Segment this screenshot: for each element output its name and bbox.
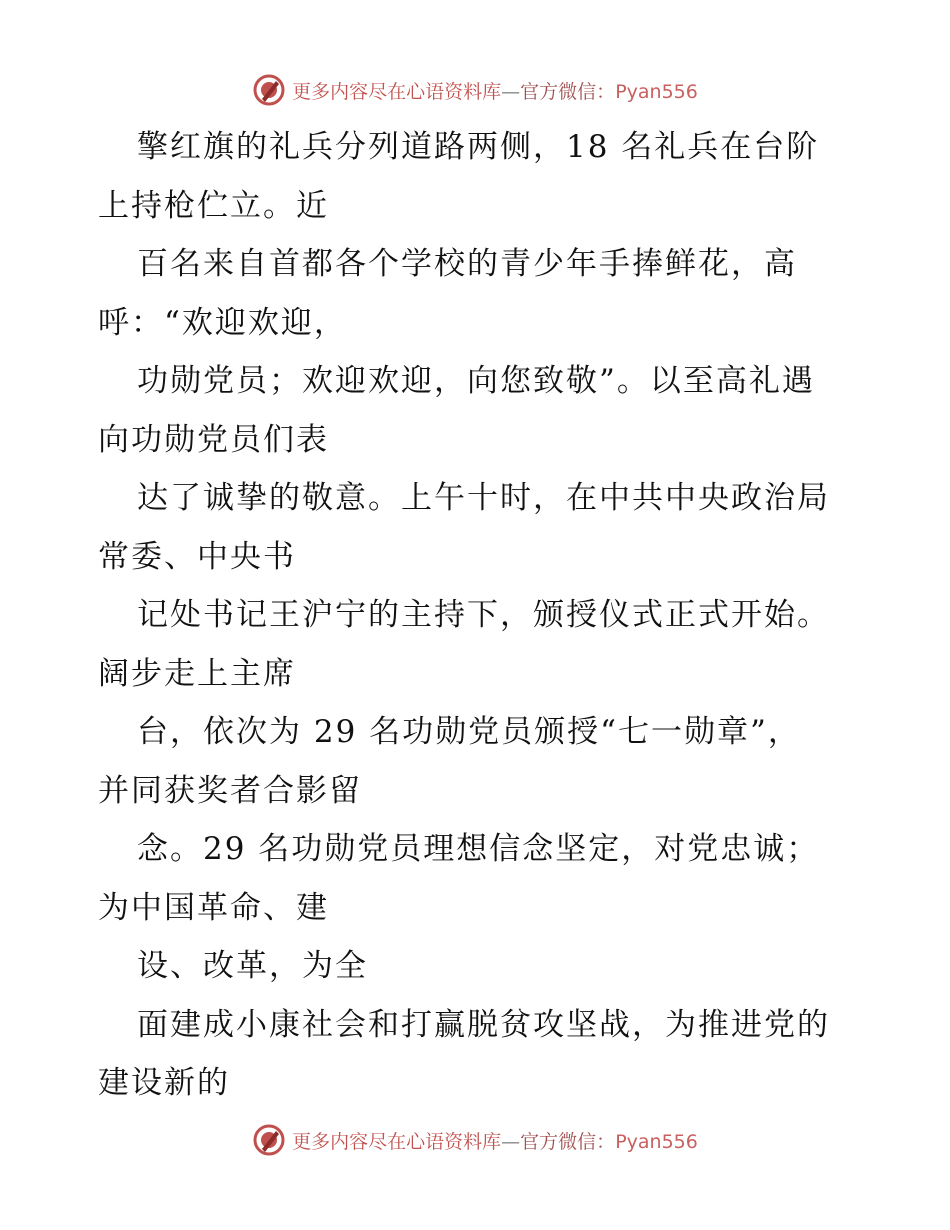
paragraph-line: 向功勋党员们表 xyxy=(98,421,329,458)
footer-separator: — xyxy=(501,1130,521,1153)
paragraph-line: 上持枪伫立。近 xyxy=(98,187,329,224)
paragraph-line: 功勋党员；欢迎欢迎，向您致敬”。以至高礼遇 xyxy=(137,363,815,399)
paragraph-1 xyxy=(98,118,878,235)
header-banner xyxy=(0,70,950,110)
paragraph-line: 设、改革，为全 xyxy=(137,948,368,984)
paragraph-line: 常委、中央书 xyxy=(98,538,296,575)
footer-wechat-label: 官方微信： xyxy=(520,1130,616,1153)
pen-circle-logo-icon xyxy=(252,73,286,107)
paragraph-2 xyxy=(98,235,878,352)
paragraph-line: 面建成小康社会和打赢脱贫攻坚战，为推进党的 xyxy=(137,1006,830,1043)
paragraph-line: 记处书记王沪宁的主持下，颁授仪式正式开始。 xyxy=(137,597,830,633)
footer-wechat-id: Pyan556 xyxy=(615,1130,698,1153)
paragraph-9 xyxy=(98,996,878,1113)
paragraph-line: 呼：“欢迎欢迎， xyxy=(98,304,347,341)
header-text xyxy=(292,77,698,104)
paragraph-line: 建设新的 xyxy=(98,1065,230,1101)
paragraph-4 xyxy=(98,469,878,586)
footer-banner xyxy=(0,1120,950,1160)
paragraph-7 xyxy=(98,820,878,937)
paragraph-line: 并同获奖者合影留 xyxy=(98,772,362,809)
paragraph-3 xyxy=(98,352,878,469)
paragraph-line: 达了诚挚的敬意。上午十时，在中共中央政治局 xyxy=(137,480,830,516)
paragraph-line: 台，依次为 29 名功勋党员颁授“七一勋章”， xyxy=(137,714,801,750)
paragraph-line: 百名来自首都各个学校的青少年手捧鲜花，高 xyxy=(137,246,797,282)
header-wechat-label: 官方微信： xyxy=(520,80,616,103)
header-separator: — xyxy=(501,80,521,103)
paragraph-line: 念。29 名功勋党员理想信念坚定，对党忠诚； xyxy=(137,831,820,867)
paragraph-line: 阔步走上主席 xyxy=(98,655,296,692)
document-body xyxy=(98,118,878,1113)
header-wechat-id: Pyan556 xyxy=(615,80,698,103)
footer-text xyxy=(292,1127,698,1154)
paragraph-line: 为中国革命、建 xyxy=(98,889,329,926)
header-brand: 更多内容尽在心语资料库 xyxy=(292,80,502,103)
pen-circle-logo-icon xyxy=(252,1123,286,1157)
footer-brand: 更多内容尽在心语资料库 xyxy=(292,1130,502,1153)
paragraph-6 xyxy=(98,703,878,820)
paragraph-8 xyxy=(98,937,878,996)
paragraph-line: 擎红旗的礼兵分列道路两侧，18 名礼兵在台阶 xyxy=(137,129,820,165)
paragraph-5 xyxy=(98,586,878,703)
